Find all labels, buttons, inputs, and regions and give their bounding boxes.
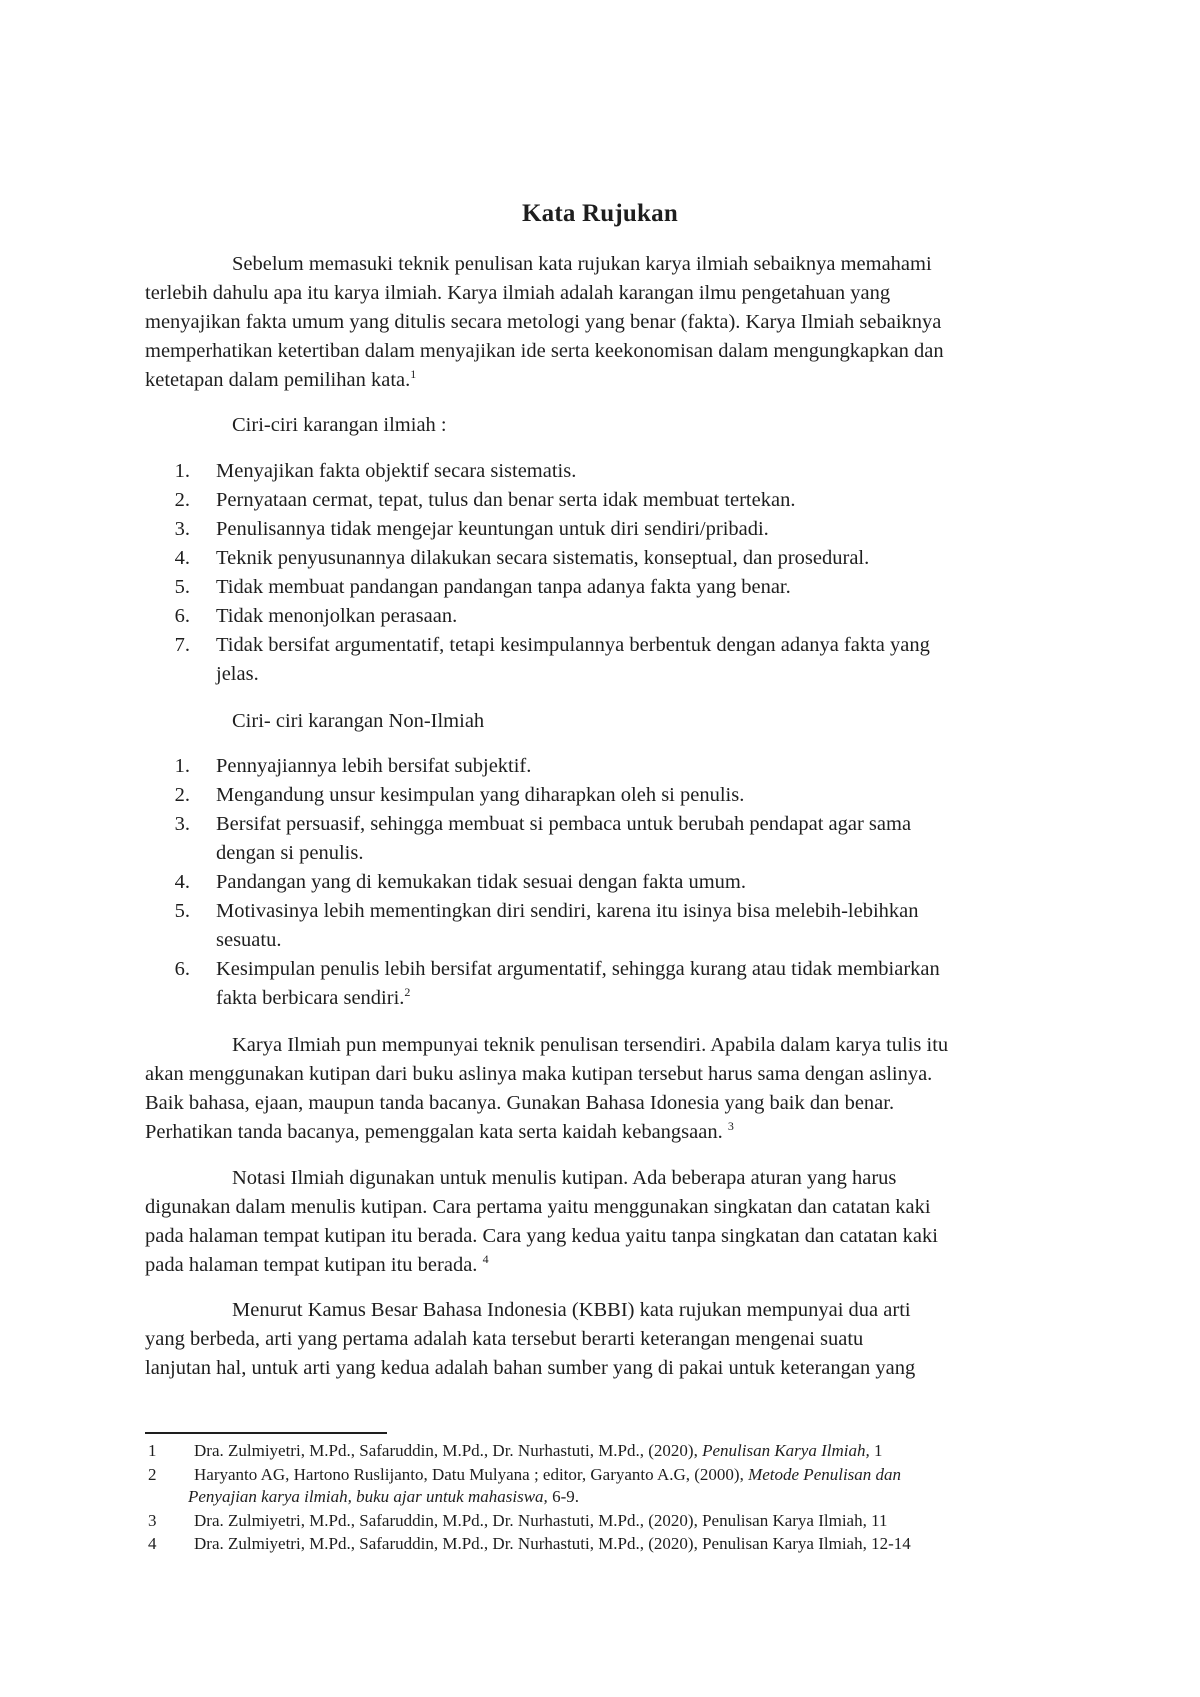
list-item: Motivasinya lebih mementingkan diri sendiri, karena itu isinya bisa melebih-lebihkan bbox=[216, 900, 919, 922]
list-number: 3. bbox=[174, 813, 190, 835]
paragraph-line: pada halaman tempat kutipan itu berada. Cara yang kedua yaitu tanpa singkatan dan catatan kaki bbox=[145, 1225, 938, 1247]
footnote-number: 2 bbox=[148, 1465, 157, 1484]
footnote-text: Dra. Zulmiyetri, M.Pd., Safaruddin, M.Pd., Dr. Nurhastuti, M.Pd., (2020), Penulisan Karya Ilmiah, 12-14 bbox=[194, 1534, 911, 1553]
list-number: 3. bbox=[174, 518, 190, 540]
list-number: 6. bbox=[174, 605, 190, 627]
list-number: 4. bbox=[174, 871, 190, 893]
list-item: Pandangan yang di kemukakan tidak sesuai dengan fakta umum. bbox=[216, 871, 747, 893]
paragraph-line: terlebih dahulu apa itu karya ilmiah. Karya ilmiah adalah karangan ilmu pengetahuan yang bbox=[145, 282, 891, 304]
list-item: Tidak bersifat argumentatif, tetapi kesimpulannya berbentuk dengan adanya fakta yang bbox=[216, 634, 930, 656]
footnote-ref[interactable]: 1 bbox=[410, 367, 417, 381]
paragraph-line: Sebelum memasuki teknik penulisan kata rujukan karya ilmiah sebaiknya memahami bbox=[232, 253, 932, 275]
list-number: 5. bbox=[174, 900, 190, 922]
footnote-text: Dra. Zulmiyetri, M.Pd., Safaruddin, M.Pd., Dr. Nurhastuti, M.Pd., (2020), Penulisan Karya Ilmiah, 1 bbox=[194, 1441, 883, 1460]
footnote-ref[interactable]: 4 bbox=[482, 1252, 489, 1266]
list-item-continuation: fakta berbicara sendiri.$^2$ bbox=[216, 985, 411, 1009]
list-number: 1. bbox=[174, 460, 190, 482]
list-item: Teknik penyusunannya dilakukan secara sistematis, konseptual, dan prosedural. bbox=[216, 547, 870, 569]
list-number: 2. bbox=[174, 784, 190, 806]
paragraph-line: digunakan dalam menulis kutipan. Cara pertama yaitu menggunakan singkatan dan catatan kaki bbox=[145, 1196, 931, 1218]
list-item: Menyajikan fakta objektif secara sistematis. bbox=[216, 460, 577, 482]
paragraph-line: Menurut Kamus Besar Bahasa Indonesia (KBBI) kata rujukan mempunyai dua arti bbox=[232, 1299, 911, 1321]
footnote-number: 3 bbox=[148, 1511, 157, 1530]
list-item: Mengandung unsur kesimpulan yang diharapkan oleh si penulis. bbox=[216, 784, 745, 806]
list-number: 2. bbox=[174, 489, 190, 511]
list-item-continuation: dengan si penulis. bbox=[216, 842, 364, 864]
footnote-ref[interactable]: 3 bbox=[727, 1119, 734, 1133]
list-number: 1. bbox=[174, 755, 190, 777]
list-item: Penulisannya tidak mengejar keuntungan untuk diri sendiri/pribadi. bbox=[216, 518, 769, 540]
footnote-number: 4 bbox=[148, 1534, 157, 1553]
list-item: Bersifat persuasif, sehingga membuat si pembaca untuk berubah pendapat agar sama bbox=[216, 813, 912, 835]
paragraph-line: pada halaman tempat kutipan itu berada. $^4$ bbox=[145, 1252, 489, 1276]
paragraph-line: Perhatikan tanda bacanya, pemenggalan kata serta kaidah kebangsaan. $^3$ bbox=[145, 1119, 734, 1143]
list-number: 5. bbox=[174, 576, 190, 598]
list-item: Kesimpulan penulis lebih bersifat argumentatif, sehingga kurang atau tidak membiarkan bbox=[216, 958, 940, 980]
list-item: Pennyajiannya lebih bersifat subjektif. bbox=[216, 755, 532, 777]
footnote-ref[interactable]: 2 bbox=[404, 985, 411, 999]
footnote-text: Dra. Zulmiyetri, M.Pd., Safaruddin, M.Pd., Dr. Nurhastuti, M.Pd., (2020), Penulisan Karya Ilmiah, 11 bbox=[194, 1511, 888, 1530]
paragraph-line: ketetapan dalam pemilihan kata.$^1$ bbox=[145, 367, 417, 391]
list-item: Pernyataan cermat, tepat, tulus dan benar serta idak membuat tertekan. bbox=[216, 489, 796, 511]
paragraph-line: Baik bahasa, ejaan, maupun tanda bacanya. Gunakan Bahasa Idonesia yang baik dan benar. bbox=[145, 1092, 895, 1114]
section-heading: Ciri-ciri karangan ilmiah : bbox=[232, 414, 447, 436]
list-item: Tidak membuat pandangan pandangan tanpa adanya fakta yang benar. bbox=[216, 576, 791, 598]
footnote-text: Haryanto AG, Hartono Ruslijanto, Datu Mulyana ; editor, Garyanto A.G, (2000), Metode Penulisan dan bbox=[194, 1465, 902, 1484]
footnote-number: 1 bbox=[148, 1441, 157, 1460]
paragraph-line: akan menggunakan kutipan dari buku aslinya maka kutipan tersebut harus sama dengan aslinya. bbox=[145, 1063, 933, 1085]
list-item-continuation: sesuatu. bbox=[216, 929, 282, 951]
paragraph-line: Notasi Ilmiah digunakan untuk menulis kutipan. Ada beberapa aturan yang harus bbox=[232, 1167, 897, 1189]
paragraph-line: Karya Ilmiah pun mempunyai teknik penulisan tersendiri. Apabila dalam karya tulis itu bbox=[232, 1034, 949, 1056]
paragraph-line: lanjutan hal, untuk arti yang kedua adalah bahan sumber yang di pakai untuk keterangan yang bbox=[145, 1357, 916, 1379]
list-number: 4. bbox=[174, 547, 190, 569]
section-heading: Ciri- ciri karangan Non-Ilmiah bbox=[232, 710, 485, 732]
list-item-continuation: jelas. bbox=[216, 663, 259, 685]
footnote-separator bbox=[145, 1432, 387, 1434]
list-number: 7. bbox=[174, 634, 190, 656]
list-item: Tidak menonjolkan perasaan. bbox=[216, 605, 458, 627]
paragraph-line: memperhatikan ketertiban dalam menyajikan ide serta keekonomisan dalam mengungkapkan dan bbox=[145, 340, 944, 362]
page-title: Kata Rujukan bbox=[522, 200, 678, 227]
list-number: 6. bbox=[174, 958, 190, 980]
paragraph-line: yang berbeda, arti yang pertama adalah kata tersebut berarti keterangan mengenai suatu bbox=[145, 1328, 864, 1350]
paragraph-line: menyajikan fakta umum yang ditulis secara metologi yang benar (fakta). Karya Ilmiah sebaiknya bbox=[145, 311, 942, 333]
footnote-continuation: Penyajian karya ilmiah, buku ajar untuk mahasiswa, 6-9. bbox=[188, 1487, 579, 1506]
